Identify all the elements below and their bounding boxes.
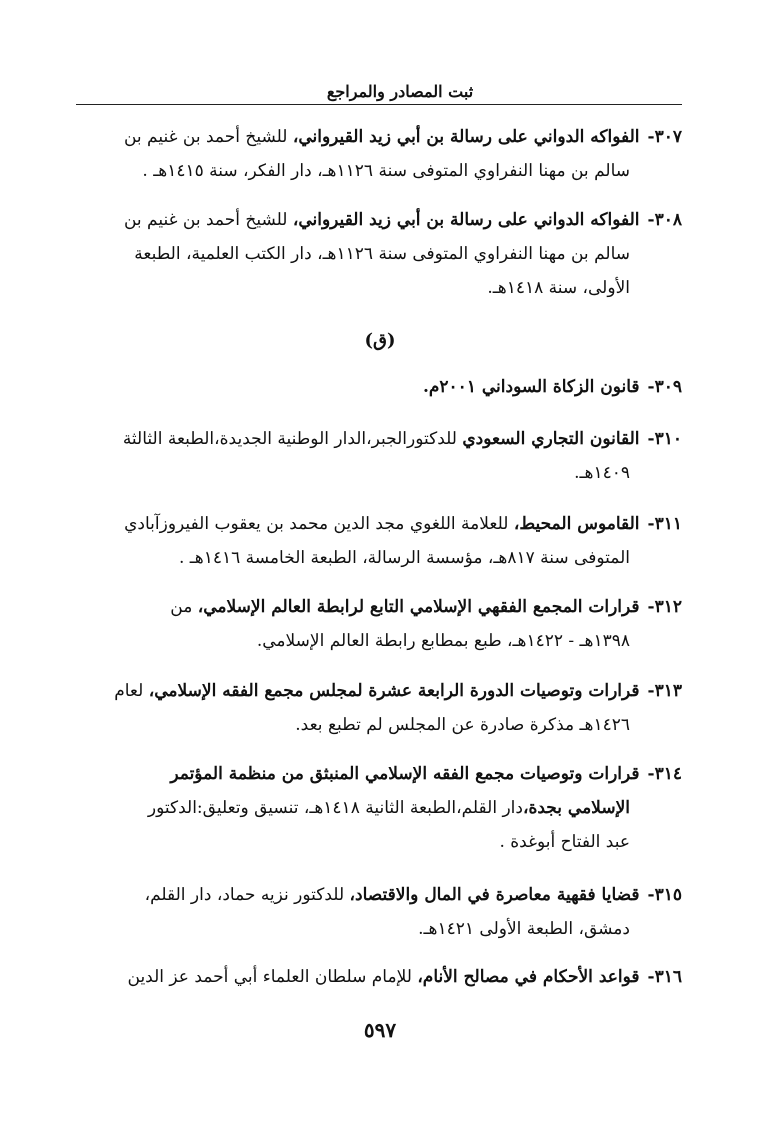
entry-text: للدكتورالجبر،الدار الوطنية الجديدة،الطبعة الثالثة [122,429,463,449]
entry-line [74,120,682,154]
entry-number: ٣٠٨- [647,210,682,230]
entry-title: القانون التجاري السعودي [462,429,640,449]
entry-line [74,960,682,994]
running-head: ثبت المصادر والمراجع [326,82,474,101]
entry-text: دمشق، الطبعة الأولى ١٤٢١هـ. [418,919,630,939]
entry-text: الأولى، سنة ١٤١٨هـ. [487,278,630,298]
entry-line [74,878,682,912]
entry-number: ٣١١- [647,514,682,534]
entry-text: دار القلم،الطبعة الثانية ١٤١٨هـ، تنسيق وتعليق:الدكتور [147,798,523,818]
entry-number: ٣١٠- [647,429,682,449]
entry-text: ١٤٠٩هـ. [574,463,630,483]
entry-line [74,791,682,825]
entry-number: ٣١٤- [647,764,682,784]
entry-text: للشيخ أحمد بن غنيم بن [123,210,293,230]
entry-line [74,590,682,624]
entry-text: عبد الفتاح أبوغدة . [499,832,630,852]
entry-title: الإسلامي بجدة، [522,798,630,818]
reference-entry-309 [74,370,682,404]
entry-number: ٣٠٧- [647,127,682,147]
entry-number: ٣١٥- [647,885,682,905]
entry-text: للشيخ أحمد بن غنيم بن [123,127,293,147]
entry-text: للإمام سلطان العلماء أبي أحمد عز الدين [127,967,418,987]
entry-title: قرارات وتوصيات الدورة الرابعة عشرة لمجلس مجمع الفقه الإسلامي، [148,681,640,701]
entry-line [74,507,682,541]
entry-line [74,422,682,456]
reference-entry-313 [74,674,682,742]
section-letter-heading: (ق) [364,330,396,351]
reference-entry-314 [74,757,682,859]
entry-text: لعام [114,681,149,701]
entry-number: ٣١٦- [647,967,682,987]
entry-title: قضايا فقهية معاصرة في المال والاقتصاد، [349,885,640,905]
entry-title: قرارات المجمع الفقهي الإسلامي التابع لرابطة العالم الإسلامي، [197,597,640,617]
entry-title: قانون الزكاة السوداني ٢٠٠١م. [422,377,640,397]
reference-entry-311 [74,507,682,575]
entry-title: الفواكه الدواني على رسالة بن أبي زيد القيرواني، [292,127,640,147]
header-rule [76,104,682,105]
entry-title: قواعد الأحكام في مصالح الأنام، [417,967,640,987]
entry-title: الفواكه الدواني على رسالة بن أبي زيد القيرواني، [292,210,640,230]
entry-number: ٣١٣- [647,681,682,701]
reference-entry-307 [74,120,682,188]
entry-title: قرارات وتوصيات مجمع الفقه الإسلامي المنبثق من منظمة المؤتمر [170,764,640,784]
entry-line [74,757,682,791]
page-number: ٥٩٧ [363,1018,397,1042]
entry-number: ٣٠٩- [647,377,682,397]
entry-line [74,370,682,404]
entry-text: ١٤٢٦هـ مذكرة صادرة عن المجلس لم تطبع بعد. [295,715,630,735]
entry-text: للعلامة اللغوي مجد الدين محمد بن يعقوب الفيروزآبادي [124,514,514,534]
entry-text: ١٣٩٨هـ - ١٤٢٢هـ، طبع بمطابع رابطة العالم الإسلامي. [256,631,630,651]
entry-text: سالم بن مهنا النفراوي المتوفى سنة ١١٢٦هـ، دار الكتب العلمية، الطبعة [134,244,630,264]
reference-entry-316 [74,960,682,994]
entry-number: ٣١٢- [647,597,682,617]
entry-title: القاموس المحيط، [513,514,640,534]
entry-line [74,674,682,708]
entry-text: المتوفى سنة ٨١٧هـ، مؤسسة الرسالة، الطبعة الخامسة ١٤١٦هـ . [178,548,630,568]
reference-entry-310 [74,422,682,490]
entry-text: من [170,597,198,617]
reference-entry-312 [74,590,682,658]
reference-entry-315 [74,878,682,946]
entry-text: للدكتور نزيه حماد، دار القلم، [144,885,350,905]
reference-entry-308 [74,203,682,305]
entry-line [74,203,682,237]
entry-text: سالم بن مهنا النفراوي المتوفى سنة ١١٢٦هـ، دار الفكر، سنة ١٤١٥هـ . [142,161,630,181]
